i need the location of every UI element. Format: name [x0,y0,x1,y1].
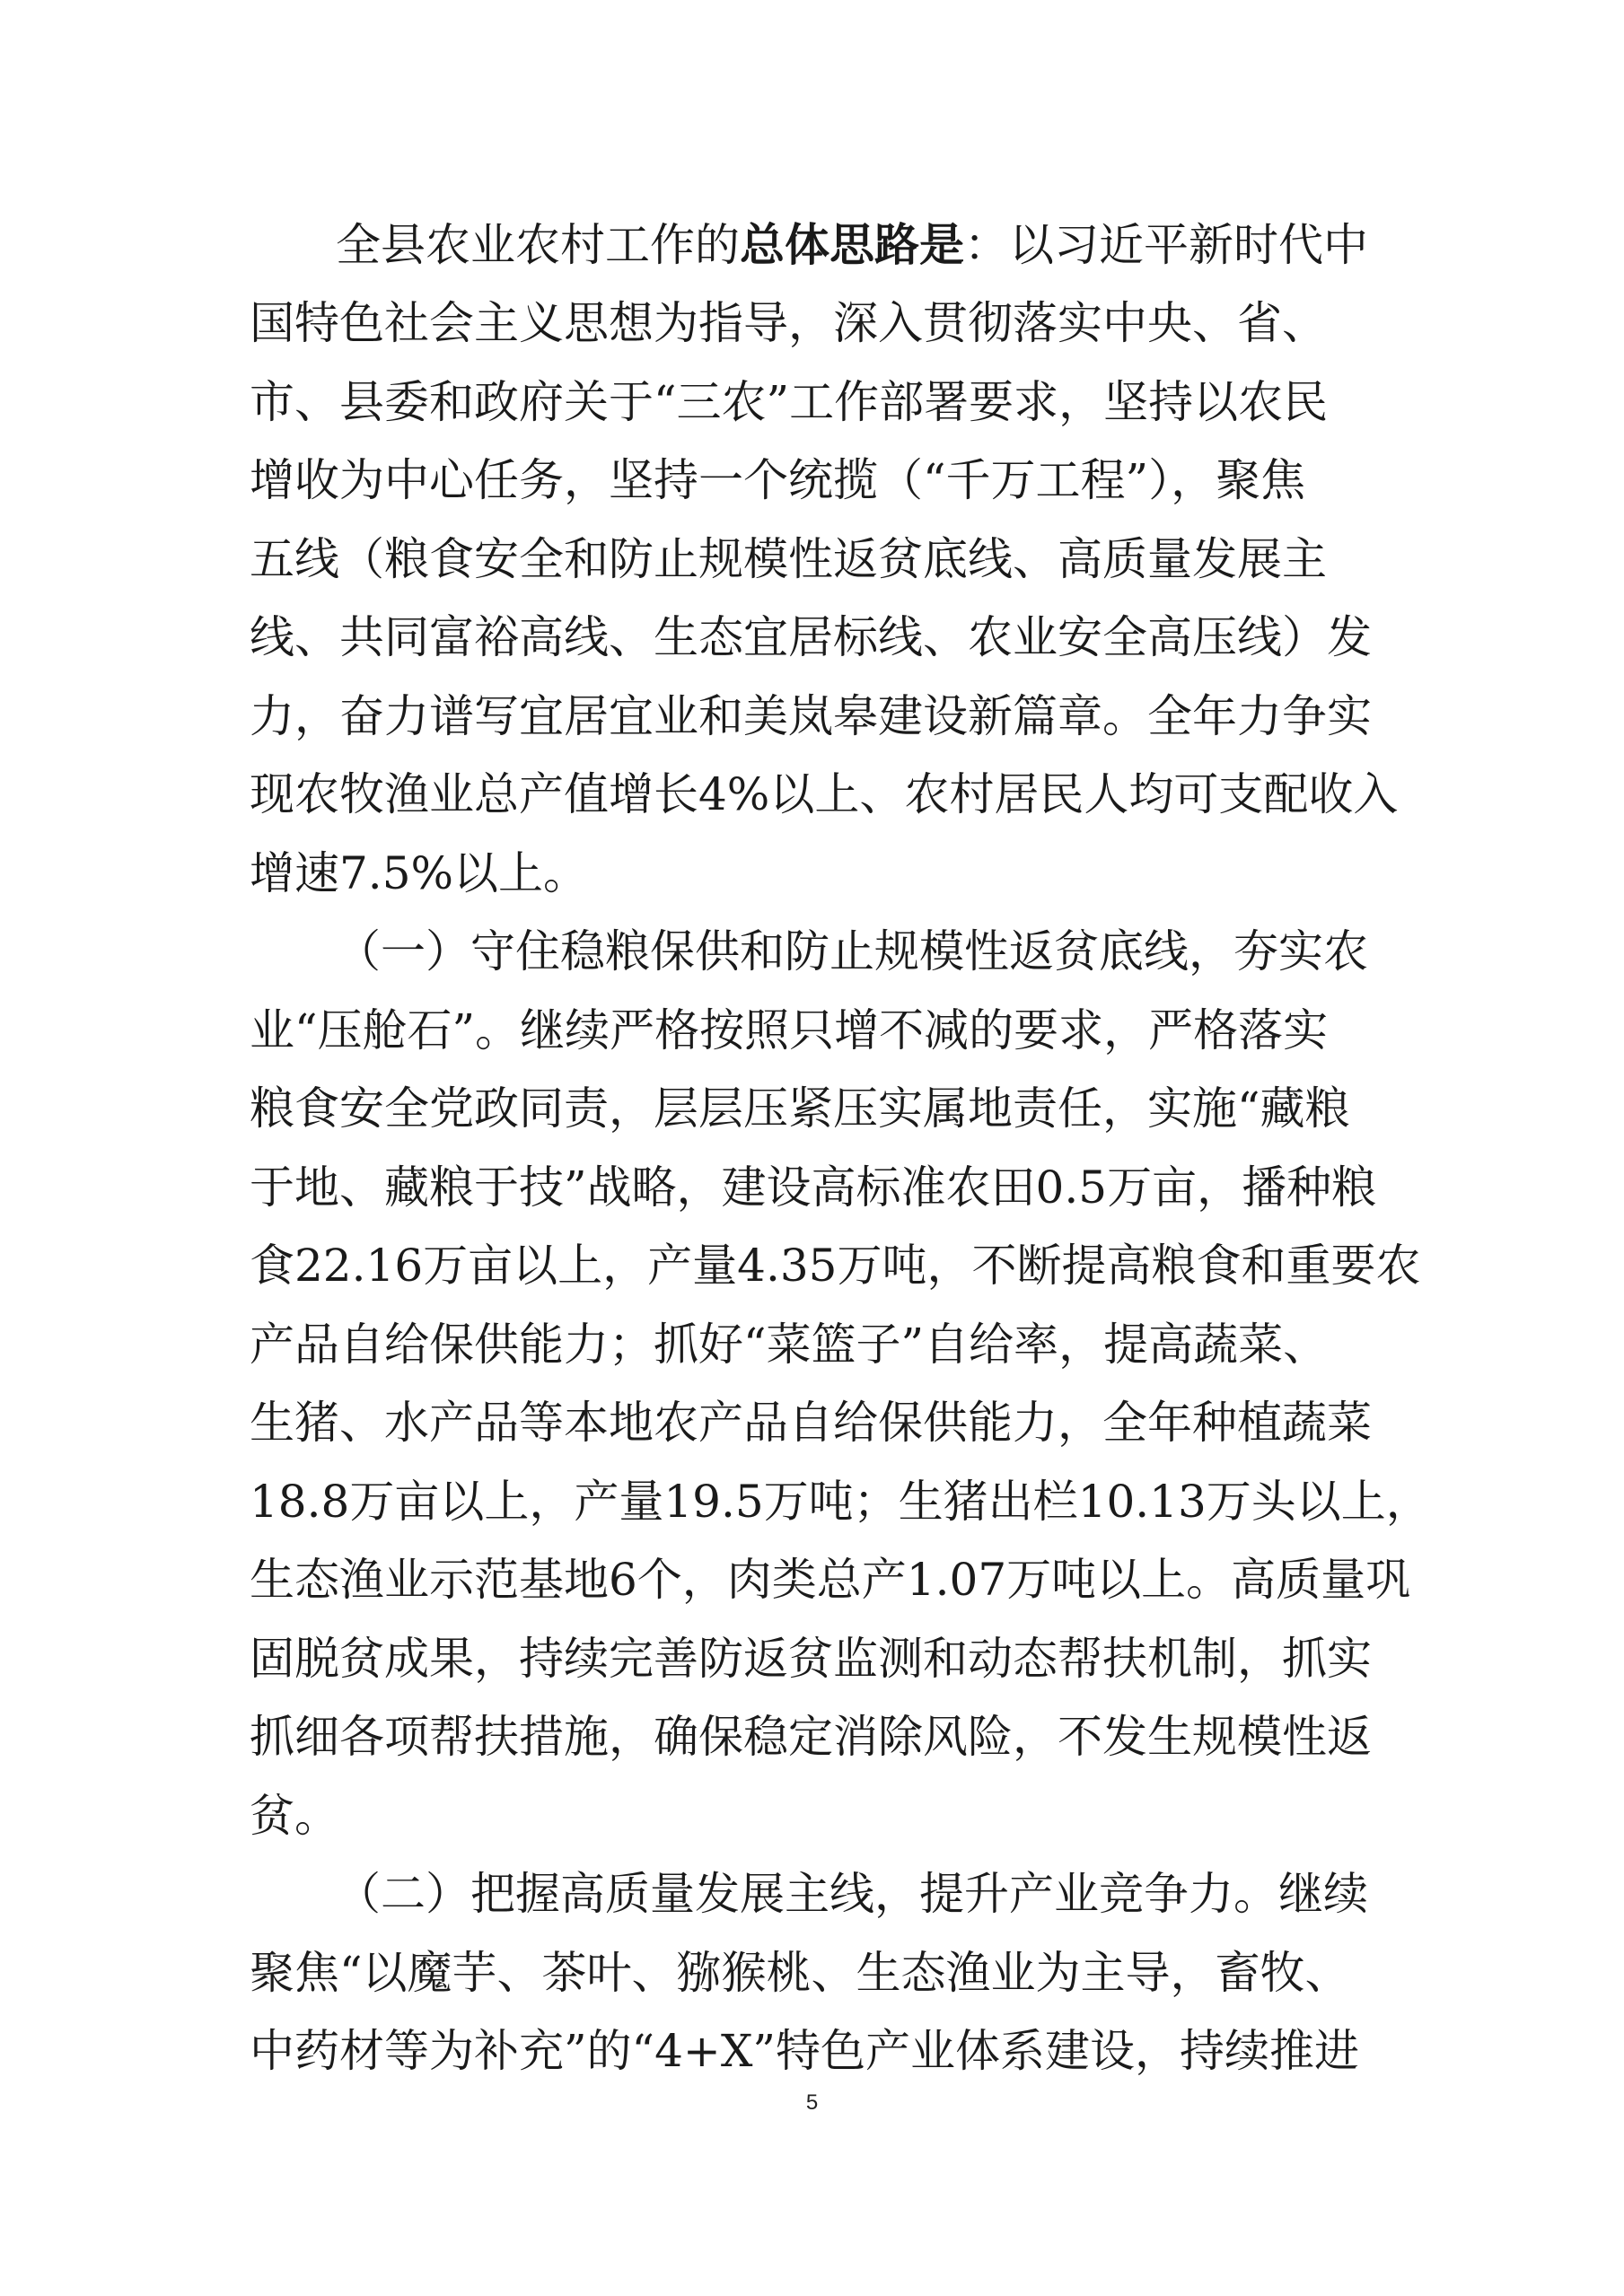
text-run: ：以习近平新时代中 [964,219,1368,271]
page-number: 5 [805,2090,819,2115]
paragraph-2-line-7: 生猪、水产品等本地农产品自给保供能力，全年种植蔬菜 [250,1397,1372,1449]
text-run: 全县农业农村工作的 [336,219,740,271]
paragraph-1-line-2: 国特色社会主义思想为指导，深入贯彻落实中央、省、 [250,297,1327,349]
paragraph-2-line-3: 粮食安全党政同责，层层压紧压实属地责任，实施“藏粮 [250,1082,1350,1135]
paragraph-3-line-3: 中药材等为补充”的“4+X”特色产业体系建设，持续推进 [250,2025,1359,2077]
paragraph-1-line-9: 增速7.5%以上。 [250,847,589,899]
paragraph-2-line-2: 业“压舱石”。继续严格按照只增不减的要求，严格落实 [250,1004,1329,1056]
paragraph-2-line-6: 产品自给保供能力；抓好“菜篮子”自给率，提高蔬菜、 [250,1319,1329,1371]
paragraph-1-line-5: 五线（粮食安全和防止规模性返贫底线、高质量发展主 [250,533,1327,585]
paragraph-1-line-8: 现农牧渔业总产值增长4%以上、农村居民人均可支配收入 [250,768,1399,820]
paragraph-1-line-4: 增收为中心任务，坚持一个统揽（“千万工程”），聚焦 [250,454,1306,506]
paragraph-1-line-1 [336,218,1368,272]
paragraph-2-line-12: 贫。 [250,1790,339,1842]
paragraph-1-line-6: 线、共同富裕高线、生态宜居标线、农业安全高压线）发 [250,611,1372,663]
paragraph-2-line-5: 食22.16万亩以上，产量4.35万吨，不断提高粮食和重要农 [250,1240,1421,1292]
paragraph-2-line-8: 18.8万亩以上，产量19.5万吨；生猪出栏10.13万头以上， [250,1476,1431,1528]
paragraph-3-line-1: （二）把握高质量发展主线，提升产业竞争力。继续 [336,1868,1368,1920]
paragraph-3-line-2: 聚焦“以魔芋、茶叶、猕猴桃、生态渔业为主导，畜牧、 [250,1947,1350,1999]
paragraph-2-line-4: 于地、藏粮于技”战略，建设高标准农田0.5万亩，播种粮 [250,1161,1377,1214]
paragraph-2-line-11: 抓细各项帮扶措施，确保稳定消除风险，不发生规模性返 [250,1711,1372,1763]
paragraph-1-line-3: 市、县委和政府关于“三农”工作部署要求，坚持以农民 [250,376,1329,428]
paragraph-2-line-9: 生态渔业示范基地6个，肉类总产1.07万吨以上。高质量巩 [250,1554,1411,1606]
bold-heading-phrase: 总体思路是 [740,219,964,271]
paragraph-2-line-1: （一）守住稳粮保供和防止规模性返贫底线，夯实农 [336,925,1368,977]
paragraph-1-line-7: 力，奋力谱写宜居宜业和美岚皋建设新篇章。全年力争实 [250,690,1372,742]
paragraph-2-line-10: 固脱贫成果，持续完善防返贫监测和动态帮扶机制，抓实 [250,1633,1372,1685]
